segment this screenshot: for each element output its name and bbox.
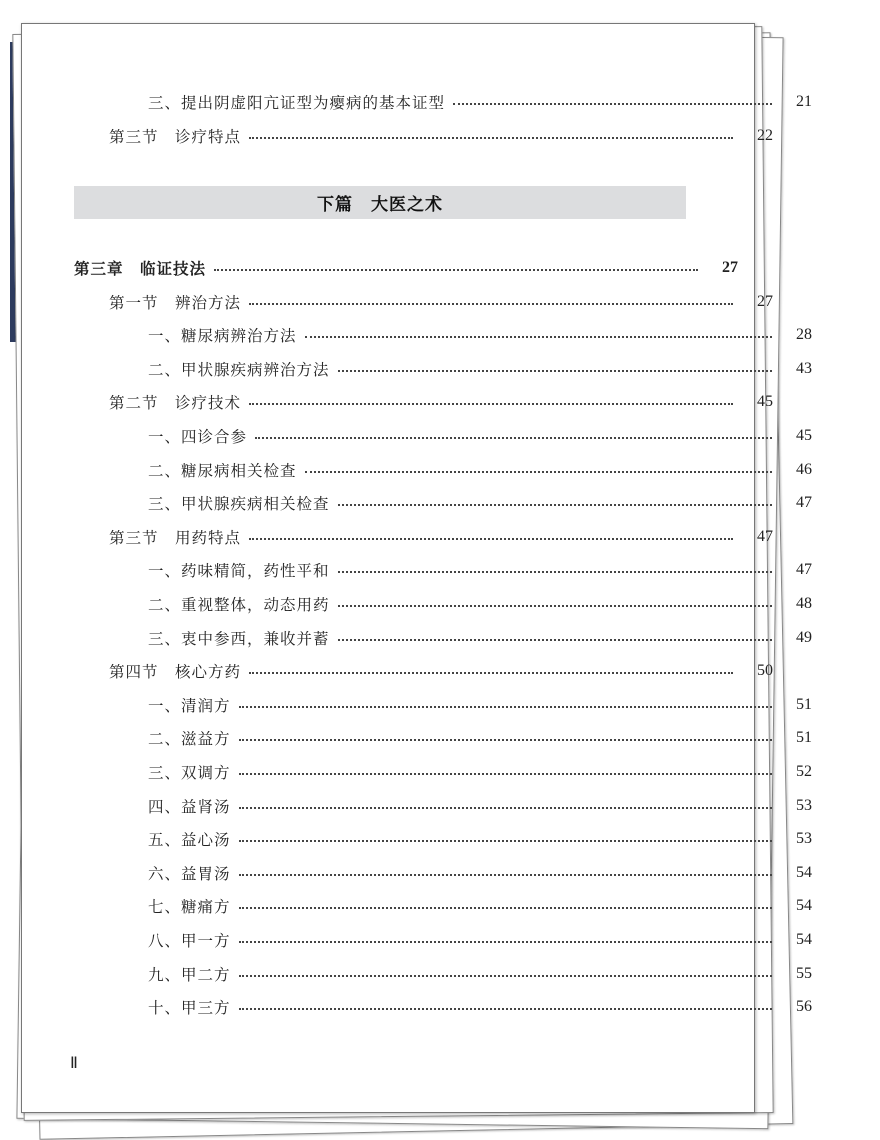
toc-entry-title: 第一节 辨治方法 — [109, 294, 242, 312]
dot-leader — [239, 874, 772, 876]
toc-entry-title: 九、甲二方 — [148, 966, 231, 984]
toc-page-number: 53 — [796, 797, 812, 814]
toc-item-entry — [22, 457, 880, 483]
toc-entry-title: 七、糖痛方 — [148, 898, 231, 916]
toc-page-number: 51 — [796, 729, 812, 746]
toc-page-number: 21 — [796, 93, 812, 110]
toc-page-number: 51 — [796, 696, 812, 713]
dot-leader — [338, 605, 772, 607]
toc-entry-title: 二、糖尿病相关检查 — [148, 462, 297, 480]
dot-leader — [239, 739, 772, 741]
toc-item-entry — [22, 893, 880, 919]
dot-leader — [239, 907, 772, 909]
toc-section-entry — [22, 289, 841, 315]
toc-page-number: 54 — [796, 864, 812, 881]
toc-page-number: 47 — [757, 528, 773, 545]
toc-item-entry — [22, 423, 880, 449]
toc-item-entry — [22, 793, 880, 819]
toc-item-entry — [22, 961, 880, 987]
toc-page-number: 52 — [796, 763, 812, 780]
toc-entry-title: 第三节 用药特点 — [109, 529, 242, 547]
dot-leader — [249, 538, 733, 540]
toc-section-entry — [22, 389, 841, 415]
dot-leader — [239, 941, 772, 943]
toc-entry-title: 二、重视整体，动态用药 — [148, 596, 330, 614]
toc-page-number: 53 — [796, 830, 812, 847]
dot-leader — [249, 303, 733, 305]
toc-page-number: 28 — [796, 326, 812, 343]
toc-item-entry — [22, 692, 880, 718]
toc-entry-title: 三、双调方 — [148, 764, 231, 782]
dot-leader — [305, 336, 772, 338]
toc-page-number: 27 — [757, 293, 773, 310]
dot-leader — [338, 639, 772, 641]
toc-page-number: 56 — [796, 998, 812, 1015]
dot-leader — [239, 706, 772, 708]
toc-item-entry — [22, 356, 880, 382]
dot-leader — [338, 370, 772, 372]
toc-page-number: 48 — [796, 595, 812, 612]
toc-entry-title: 第四节 核心方药 — [109, 663, 242, 681]
dot-leader — [255, 437, 772, 439]
toc-page-number: 54 — [796, 931, 812, 948]
dot-leader — [338, 504, 772, 506]
toc-entry-title: 第二节 诊疗技术 — [109, 394, 242, 412]
dot-leader — [239, 773, 772, 775]
toc-page-number: 47 — [796, 561, 812, 578]
dot-leader — [239, 807, 772, 809]
toc-page-number: 55 — [796, 965, 812, 982]
toc-item-entry — [22, 860, 880, 886]
toc-chapter-entry — [22, 255, 806, 281]
dot-leader — [239, 840, 772, 842]
toc-item-entry — [22, 759, 880, 785]
toc-page-number: 49 — [796, 629, 812, 646]
dot-leader — [249, 137, 733, 139]
toc-item-entry — [22, 625, 880, 651]
toc-item-entry — [22, 826, 880, 852]
toc-item-entry — [22, 89, 880, 115]
dot-leader — [338, 571, 772, 573]
toc-entry-title: 四、益肾汤 — [148, 798, 231, 816]
toc-item-entry — [22, 557, 880, 583]
toc-page-number: 50 — [757, 662, 773, 679]
toc-item-entry — [22, 994, 880, 1020]
toc-section-entry — [22, 658, 841, 684]
dot-leader — [305, 471, 772, 473]
toc-entry-title: 三、提出阴虚阳亢证型为瘿病的基本证型 — [148, 94, 446, 112]
dot-leader — [239, 975, 772, 977]
toc-page-number: 46 — [796, 461, 812, 478]
toc-section-entry — [22, 123, 841, 149]
toc-page-number: 22 — [757, 127, 773, 144]
toc-entry-title: 二、滋益方 — [148, 730, 231, 748]
dot-leader — [214, 269, 698, 271]
toc-item-entry — [22, 322, 880, 348]
toc-entry-title: 第三章 临证技法 — [74, 259, 207, 278]
toc-entry-title: 第三节 诊疗特点 — [109, 128, 242, 146]
toc-entry-title: 一、清润方 — [148, 697, 231, 715]
toc-entry-title: 六、益胃汤 — [148, 865, 231, 883]
dot-leader — [239, 1008, 772, 1010]
toc-section-entry — [22, 524, 841, 550]
dot-leader — [249, 672, 733, 674]
toc-page-number: 45 — [757, 393, 773, 410]
toc-item-entry — [22, 725, 880, 751]
toc-entry-title: 三、衷中参西，兼收并蓄 — [148, 630, 330, 648]
toc-page-number: 47 — [796, 494, 812, 511]
toc-page — [21, 23, 812, 1113]
toc-entry-title: 五、益心汤 — [148, 831, 231, 849]
part-heading: 下篇 大医之术 — [74, 186, 686, 219]
toc-page-number: 43 — [796, 360, 812, 377]
page-folio: Ⅱ — [70, 1055, 78, 1072]
toc-entry-title: 一、糖尿病辨治方法 — [148, 327, 297, 345]
toc-item-entry — [22, 490, 880, 516]
toc-entry-title: 一、四诊合参 — [148, 428, 248, 446]
toc-page-number: 27 — [722, 259, 738, 276]
toc-entry-title: 二、甲状腺疾病辨治方法 — [148, 361, 330, 379]
toc-entry-title: 三、甲状腺疾病相关检查 — [148, 495, 330, 513]
dot-leader — [249, 403, 733, 405]
toc-entry-title: 八、甲一方 — [148, 932, 231, 950]
toc-entry-title: 十、甲三方 — [148, 999, 231, 1017]
toc-item-entry — [22, 591, 880, 617]
toc-page-number: 45 — [796, 427, 812, 444]
toc-entry-title: 一、药味精简，药性平和 — [148, 562, 330, 580]
toc-page-number: 54 — [796, 897, 812, 914]
dot-leader — [453, 103, 772, 105]
toc-item-entry — [22, 927, 880, 953]
